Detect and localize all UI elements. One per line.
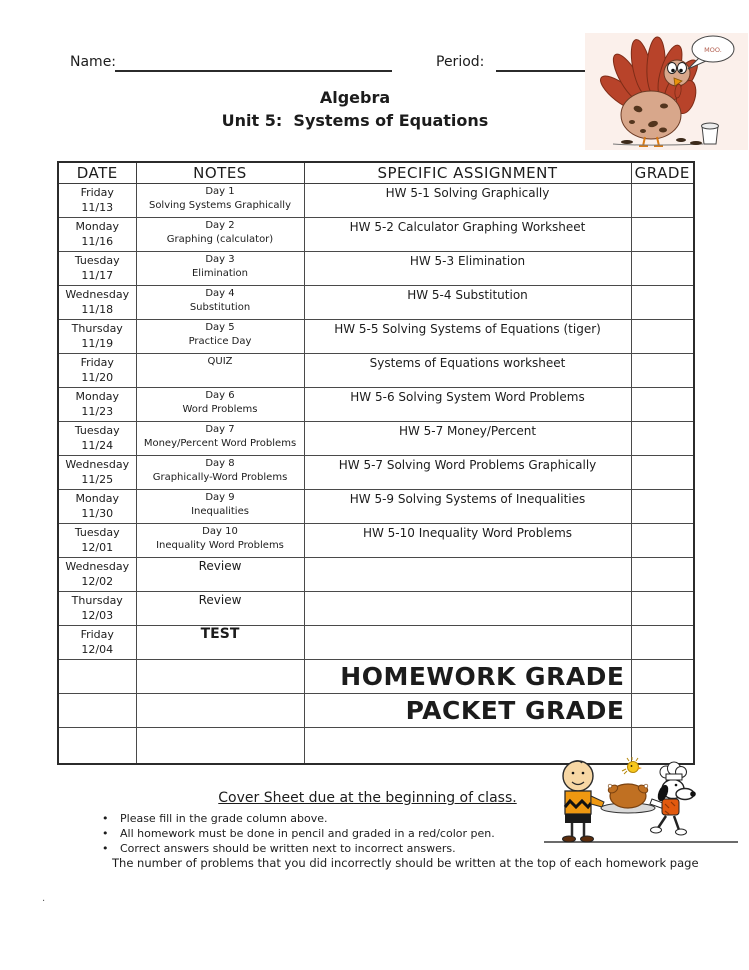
instruction-text: Correct answers should be written next to incorrect answers. (120, 842, 456, 855)
paint-bucket (702, 123, 719, 144)
period-label: Period: (436, 54, 485, 70)
table-row (58, 524, 694, 558)
date-cell: Friday 11/20 (58, 354, 136, 388)
notes-cell: Day 6 Word Problems (136, 388, 304, 422)
table-row (58, 252, 694, 286)
schedule-body (58, 184, 694, 765)
assignment-cell: HW 5-10 Inequality Word Problems (304, 524, 631, 558)
name-fill-line (115, 69, 392, 72)
grade-cell (631, 286, 694, 320)
stray-period-mark: . (42, 893, 46, 904)
assignment-cell: HW 5-9 Solving Systems of Inequalities (304, 490, 631, 524)
instruction-text: All homework must be done in pencil and graded in a red/color pen. (120, 827, 495, 840)
notes-cell: Review (136, 558, 304, 592)
assignment-cell: HW 5-7 Solving Word Problems Graphically (304, 456, 631, 490)
assignment-cell: HOMEWORK GRADE (304, 660, 631, 694)
notes-cell (136, 694, 304, 728)
assignment-cell: HW 5-2 Calculator Graphing Worksheet (304, 218, 631, 252)
date-cell: Thursday 11/19 (58, 320, 136, 354)
grade-cell (631, 558, 694, 592)
page-title-unit: Unit 5: Systems of Equations (221, 111, 489, 130)
snoopy-figure (650, 762, 696, 835)
table-row (58, 456, 694, 490)
instruction-text: Please fill in the grade column above. (120, 812, 328, 825)
grade-cell (631, 626, 694, 660)
bullet-icon: • (102, 827, 109, 840)
notes-cell (136, 660, 304, 694)
notes-cell (136, 728, 304, 765)
header-notes: NOTES (136, 162, 304, 184)
turkey-clipart (585, 33, 748, 150)
list-item (98, 826, 538, 841)
grade-cell (631, 422, 694, 456)
date-cell: Wednesday 11/18 (58, 286, 136, 320)
grade-cell (631, 218, 694, 252)
notes-cell: Day 5 Practice Day (136, 320, 304, 354)
turkey-speech-text: MOO. (704, 46, 722, 54)
grade-cell (631, 490, 694, 524)
notes-cell: Day 3 Elimination (136, 252, 304, 286)
assignment-schedule-table (57, 161, 695, 765)
instruction-list (98, 811, 538, 856)
notes-cell: Day 2 Graphing (calculator) (136, 218, 304, 252)
bullet-icon: • (102, 842, 109, 855)
grade-cell (631, 592, 694, 626)
header-grade: GRADE (631, 162, 694, 184)
header-specific-assignment: SPECIFIC ASSIGNMENT (304, 162, 631, 184)
date-cell: Friday 12/04 (58, 626, 136, 660)
table-row (58, 184, 694, 218)
bullet-icon: • (102, 812, 109, 825)
header-date: DATE (58, 162, 136, 184)
table-row (58, 626, 694, 660)
date-cell: Thursday 12/03 (58, 592, 136, 626)
turkey-body (621, 91, 681, 139)
assignment-cell: HW 5-7 Money/Percent (304, 422, 631, 456)
date-cell: Tuesday 11/17 (58, 252, 136, 286)
name-label: Name: (70, 54, 117, 70)
assignment-cell (304, 558, 631, 592)
table-row (58, 694, 694, 728)
notes-cell: QUIZ (136, 354, 304, 388)
assignment-cell: HW 5-5 Solving Systems of Equations (tiger) (304, 320, 631, 354)
assignment-cell: HW 5-3 Elimination (304, 252, 631, 286)
grade-cell (631, 524, 694, 558)
table-row (58, 422, 694, 456)
notes-cell: Day 10 Inequality Word Problems (136, 524, 304, 558)
grade-cell (631, 456, 694, 490)
grade-cell (631, 354, 694, 388)
grade-cell (631, 252, 694, 286)
notes-cell: Day 8 Graphically-Word Problems (136, 456, 304, 490)
date-cell (58, 660, 136, 694)
date-cell: Monday 11/30 (58, 490, 136, 524)
date-cell (58, 728, 136, 765)
assignment-cell: HW 5-6 Solving System Word Problems (304, 388, 631, 422)
turkey-platter (601, 783, 655, 813)
table-row (58, 558, 694, 592)
date-cell: Tuesday 11/24 (58, 422, 136, 456)
date-cell: Monday 11/16 (58, 218, 136, 252)
table-row (58, 388, 694, 422)
date-cell: Wednesday 11/25 (58, 456, 136, 490)
assignment-cell: HW 5-1 Solving Graphically (304, 184, 631, 218)
date-cell (58, 694, 136, 728)
notes-cell: Day 4 Substitution (136, 286, 304, 320)
assignment-cell (304, 592, 631, 626)
page-title-course: Algebra (319, 88, 391, 107)
list-item (98, 811, 538, 826)
notes-cell: Review (136, 592, 304, 626)
chef-hat-icon (660, 762, 687, 780)
date-cell: Wednesday 12/02 (58, 558, 136, 592)
charlie-brown-figure (563, 761, 605, 842)
notes-cell: Day 1 Solving Systems Graphically (136, 184, 304, 218)
table-row (58, 286, 694, 320)
footer-note: The number of problems that you did incorrectly should be written at the top of each homework page (112, 856, 699, 870)
assignment-cell: Systems of Equations worksheet (304, 354, 631, 388)
table-row (58, 354, 694, 388)
notes-cell: TEST (136, 626, 304, 660)
table-row (58, 592, 694, 626)
notes-cell: Day 9 Inequalities (136, 490, 304, 524)
assignment-cell (304, 626, 631, 660)
cover-sheet-heading: Cover Sheet due at the beginning of class. (218, 790, 517, 806)
date-cell: Friday 11/13 (58, 184, 136, 218)
assignment-cell: HW 5-4 Substitution (304, 286, 631, 320)
woodstock-figure (622, 757, 642, 774)
table-header-row (58, 162, 694, 184)
list-item (98, 841, 538, 856)
grade-cell (631, 184, 694, 218)
grade-cell (631, 388, 694, 422)
peanuts-clipart (538, 756, 745, 848)
table-row (58, 660, 694, 694)
grade-cell (631, 694, 694, 728)
date-cell: Tuesday 12/01 (58, 524, 136, 558)
notes-cell: Day 7 Money/Percent Word Problems (136, 422, 304, 456)
table-row (58, 218, 694, 252)
grade-cell (631, 660, 694, 694)
date-cell: Monday 11/23 (58, 388, 136, 422)
table-row (58, 490, 694, 524)
grade-cell (631, 320, 694, 354)
assignment-cell: PACKET GRADE (304, 694, 631, 728)
table-row (58, 320, 694, 354)
period-fill-line (496, 69, 588, 72)
